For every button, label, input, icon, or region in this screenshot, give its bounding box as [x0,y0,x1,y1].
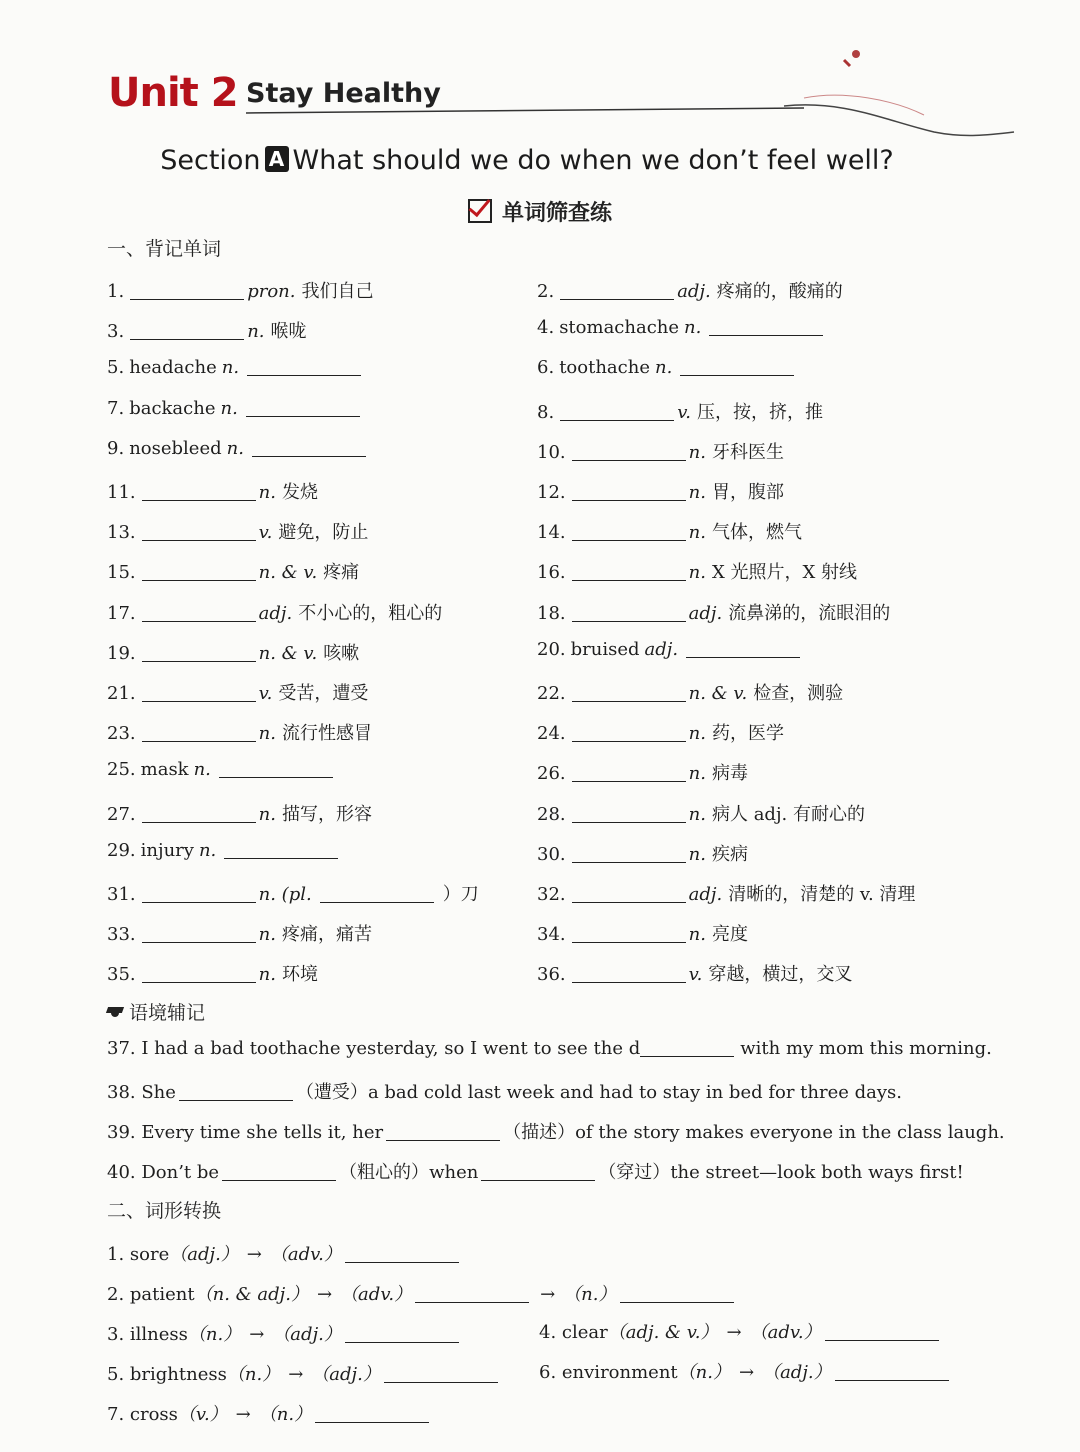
vocab-answer-blank[interactable] [680,357,794,376]
arrow-icon: → [246,1244,262,1265]
word-form-4-to: （adv.） [749,1322,822,1343]
vocab-answer-blank[interactable] [142,522,256,541]
vocab-item-number: 26. [537,763,566,785]
vocab-item [107,398,363,419]
context-heading: 语境辅记 [129,1002,206,1024]
vocab-item [107,920,372,946]
vocab-item [537,759,748,785]
word-form-3 [107,1320,462,1346]
vocab-item [107,759,336,780]
word-form-1-from: （adj.） [169,1244,239,1265]
vocab-answer-blank[interactable] [709,317,823,336]
subsection-title-line [0,196,1080,227]
sentence-38-part-b: a bad cold last week and had to stay in bed for three days. [367,1082,903,1103]
vocab-item-number: 4. [537,317,555,339]
vocab-item-pos: n. [258,924,276,946]
word-form-4-word: 4. clear [539,1322,608,1343]
vocab-item [537,920,748,946]
unit-title: Stay Healthy [246,78,441,109]
vocab-item-number: 21. [107,683,136,704]
vocab-item [537,277,843,303]
vocab-item-pos: adj. [688,884,723,905]
vocab-item-meaning: 疾病 [711,843,748,865]
vocab-answer-blank[interactable] [572,924,686,943]
vocab-item-pos: v. [258,522,273,544]
vocab-item [537,317,826,338]
vocab-item-meaning: 发烧 [281,482,318,503]
vocab-item-pos: n. [258,723,276,745]
vocab-answer-blank[interactable] [219,759,333,778]
word-form-2-word: 2. patient [107,1284,195,1305]
vocab-item-meaning: 流鼻涕的，流眼泪的 [728,602,891,624]
vocab-item-meaning: 流行性感冒 [281,723,372,745]
vocab-item-pos: n. [688,924,706,946]
vocab-item-meaning: 胃，腹部 [711,482,784,503]
vocab-item [537,438,784,464]
part2-heading: 二、词形转换 [107,1200,222,1222]
vocab-item-pos: n. [193,759,211,781]
vocab-item-number: 14. [537,522,566,544]
vocab-item [107,518,368,544]
vocab-answer-blank[interactable] [572,562,686,581]
word-form-2-from: （n. & adj.） [194,1284,309,1305]
vocab-item-number: 36. [537,964,566,986]
section-badge: A [265,146,289,172]
vocab-item-number: 11. [107,482,136,503]
vocab-item-pos: n. & v. [258,562,318,584]
vocab-item-meaning: 环境 [281,964,318,986]
sentence-39 [107,1118,1005,1144]
sentence-40-hint-1: （粗心的） [339,1162,430,1183]
vocab-item-number: 30. [537,843,566,865]
vocab-answer-blank[interactable] [572,683,686,702]
vocab-item [537,599,890,625]
vocab-item [107,438,369,459]
word-form-1-word: 1. sore [107,1244,170,1265]
vocab-item [537,639,803,660]
answer-blank-40b[interactable] [481,1162,595,1181]
vocab-item-pos: adj. [258,602,293,624]
vocab-item-meaning: 疼痛的，酸痛的 [716,281,843,302]
vocab-item [107,719,372,745]
answer-blank-37[interactable] [640,1038,734,1057]
vocab-answer-blank[interactable] [560,402,674,421]
word-form-2-to-2: （n.） [563,1284,617,1305]
vocab-item-number: 25. [107,759,136,781]
vocab-item-meaning: 牙科医生 [711,441,784,463]
vocab-item [537,840,748,866]
sentence-38-part-a: 38. She [107,1082,176,1103]
vocab-item-pos: n. [684,317,702,339]
vocab-answer-blank[interactable] [572,844,686,863]
arrow-icon: → [235,1404,251,1425]
vocab-item-word: mask [140,759,189,781]
vocab-item-pos: n. [258,482,276,503]
word-form-3-word: 3. illness [107,1324,188,1345]
vocab-item-number: 29. [107,839,136,861]
vocab-answer-blank[interactable] [142,924,256,943]
arrow-icon: → [738,1362,755,1383]
word-form-blank-2b[interactable] [620,1284,734,1303]
vocab-answer-blank[interactable] [572,964,686,983]
context-heading-line [107,998,205,1025]
word-form-2-to: （adv.） [340,1284,413,1305]
vocab-item [537,478,784,504]
word-form-blank-6[interactable] [835,1362,949,1381]
vocab-item-pos: v. [258,683,273,704]
vocab-answer-blank[interactable] [142,482,256,501]
vocab-item-number: 5. [107,357,125,379]
word-form-6 [539,1358,952,1384]
word-form-blank-5[interactable] [384,1364,498,1383]
sentence-40-part-c: the street—look both ways first! [670,1162,964,1183]
vocab-answer-blank[interactable] [572,482,686,501]
vocab-item-number: 7. [107,397,125,419]
vocab-item-word: stomachache [559,317,680,339]
vocab-answer-blank[interactable] [572,884,686,903]
vocab-item-number: 15. [107,562,136,584]
word-form-5-to: （adj.） [311,1364,381,1385]
vocab-item-meaning: 检查，测验 [753,683,844,704]
vocab-item-number: 33. [107,924,136,946]
vocab-answer-blank[interactable] [560,281,674,300]
vocab-answer-blank[interactable] [130,281,244,300]
graduation-cap-icon [107,1007,123,1019]
vocab-item-number: 16. [537,562,566,584]
sentence-40 [107,1158,964,1184]
vocab-item-number: 8. [537,401,555,423]
vocab-item-number: 3. [107,321,125,343]
vocab-item-pos: n. [688,482,706,503]
vocab-item-number: 2. [537,281,555,302]
vocab-item-number: 13. [107,522,136,544]
vocab-answer-blank[interactable] [572,804,686,823]
subsection-title: 单词筛查练 [501,201,612,226]
vocab-answer-blank-plural[interactable] [320,884,434,903]
vocab-answer-blank[interactable] [142,804,256,823]
answer-blank-39[interactable] [386,1122,500,1141]
vocab-item-pos: n. [258,803,276,825]
vocab-item-meaning: 咳嗽 [323,642,360,664]
vocab-item-pos: n. [688,562,706,584]
word-form-5-from: （n.） [226,1364,281,1385]
vocab-answer-blank[interactable] [572,723,686,742]
vocab-item-pos: n. [688,441,706,463]
vocab-answer-blank[interactable] [142,603,256,622]
vocab-item [107,800,372,826]
vocab-item-number: 20. [537,638,566,660]
sentence-37 [107,1038,992,1059]
vocab-answer-blank[interactable] [142,723,256,742]
word-form-7-to: （n.） [258,1404,313,1425]
vocab-answer-blank[interactable] [572,603,686,622]
vocab-answer-blank[interactable] [247,357,361,376]
vocab-answer-blank[interactable] [572,763,686,782]
vocab-answer-blank[interactable] [572,522,686,541]
vocab-item-number: 31. [107,884,136,905]
vocab-item-number: 6. [537,357,555,379]
vocab-item [537,518,802,544]
vocab-item-meaning: 避免，防止 [278,522,369,544]
arrow-icon: → [288,1364,304,1385]
vocab-item [107,558,359,584]
vocab-item-meaning: 穿越，横过，交叉 [708,964,853,986]
vocab-item [537,800,865,826]
vocab-item-meaning: 不小心的，粗心的 [298,602,443,624]
vocab-item-pos: pron. [247,281,296,302]
vocab-item-number: 28. [537,803,566,825]
vocab-item-meaning: 病毒 [711,763,748,785]
vocab-item-meaning: 药，医学 [711,723,784,745]
vocab-item-meaning: 我们自己 [301,281,374,302]
vocab-answer-blank[interactable] [142,643,256,662]
vocab-item-number: 23. [107,723,136,745]
word-form-7-from: （v.） [177,1404,228,1425]
vocab-item [537,719,784,745]
vocab-item-pos: n. (pl. [258,884,312,905]
arrow-icon: → [726,1322,742,1343]
vocab-item-number: 35. [107,964,136,986]
part1-heading: 一、背记单词 [107,238,222,260]
arrow-icon: → [316,1284,333,1305]
word-form-2 [107,1280,737,1306]
sentence-40-hint-2: （穿过） [598,1162,671,1183]
sentence-39-part-b: of the story makes everyone in the class laugh. [575,1122,1005,1143]
vocab-item-meaning: 压，按，挤，推 [696,401,823,423]
vocab-item-word: nosebleed [129,437,222,459]
vocab-item [107,679,368,705]
vocab-answer-blank[interactable] [142,964,256,983]
word-form-4 [539,1318,942,1344]
vocab-answer-blank[interactable] [572,442,686,461]
vocab-item [107,357,364,378]
word-form-7-word: 7. cross [107,1404,178,1425]
vocab-item-pos: n. [654,357,673,379]
vocab-item-word: toothache [559,357,650,379]
sentence-38-hint: （遭受） [295,1082,368,1103]
vocab-item [537,960,852,986]
vocab-item-pos: n. & v. [688,683,748,704]
vocab-item-number: 18. [537,602,566,624]
word-form-7 [107,1400,432,1426]
vocab-answer-blank[interactable] [142,884,256,903]
word-form-4-from: （adj. & v.） [607,1322,719,1343]
sentence-37-part-b: with my mom this morning. [740,1038,992,1059]
vocab-item-meaning: 喉咙 [270,321,307,343]
word-form-blank-4[interactable] [825,1322,939,1341]
word-form-6-to: （adj.） [762,1362,832,1383]
vocab-item-pos: n. [198,839,217,861]
vocab-item [107,960,318,986]
vocab-answer-blank[interactable] [246,398,360,417]
vocab-item-pos: n. [247,321,265,343]
word-form-blank-2a[interactable] [415,1284,529,1303]
vocab-item-meaning: 病人 adj. 有耐心的 [711,803,865,825]
vocab-item [107,639,359,665]
vocab-item-number: 34. [537,924,566,946]
vocab-item-pos: n. [688,763,706,785]
arrow-icon: → [540,1284,556,1305]
word-form-1-to: （adv.） [269,1244,342,1265]
vocab-item-number: 1. [107,281,125,302]
word-form-6-from: （n.） [677,1362,731,1383]
vocab-item-number: 32. [537,884,566,905]
word-form-blank-3[interactable] [345,1324,459,1343]
section-title: What should we do when we don’t feel well? [292,145,894,176]
vocab-item-meaning: 疼痛，痛苦 [281,924,372,946]
vocab-item-pos: n. [688,803,706,825]
vocab-item-number: 9. [107,437,125,459]
word-form-3-to: （adj.） [272,1324,342,1345]
vocab-item-number: 10. [537,441,566,463]
sentence-38 [107,1078,902,1104]
vocab-item [107,317,307,343]
vocab-item-meaning: X 光照片，X 射线 [711,562,858,584]
section-label: Section [160,145,261,176]
section-title-line [0,145,1054,176]
vocab-item-pos: adj. [677,281,711,302]
vocab-item-meaning: 受苦，遭受 [278,683,369,704]
vocab-item-meaning: 疼痛 [323,562,360,584]
vocab-answer-blank[interactable] [130,321,244,340]
word-form-6-word: 6. environment [539,1362,678,1383]
vocab-item-meaning: 描写，形容 [281,803,372,825]
word-form-blank-1[interactable] [345,1244,459,1263]
vocab-item [107,277,373,303]
vocab-answer-blank[interactable] [686,639,800,658]
vocab-item-pos: v. [677,401,691,423]
vocab-item [107,478,318,504]
arrow-icon: → [249,1324,265,1345]
vocab-item-pos: n. [226,437,244,459]
word-form-5-word: 5. brightness [107,1364,227,1385]
word-form-3-from: （n.） [187,1324,242,1345]
vocab-item-pos: n. & v. [258,642,318,664]
vocab-item-pos: n. [221,357,240,379]
vocab-item-pos: n. [688,723,706,745]
vocab-item [107,599,442,625]
vocab-item [537,880,915,906]
vocab-answer-blank[interactable] [142,683,256,702]
vocab-answer-blank[interactable] [252,438,366,457]
vocab-item-meaning: 清晰的，清楚的 v. 清理 [728,884,916,905]
vocab-item-word: headache [129,357,217,379]
sentence-40-part-b: when [429,1162,479,1183]
sentence-40-part-a: 40. Don’t be [107,1162,220,1183]
vocab-answer-blank[interactable] [224,840,338,859]
vocab-item-word: backache [129,397,216,419]
word-form-1 [107,1240,462,1266]
vocab-item [537,357,797,378]
vocab-item-word: injury [140,839,194,861]
vocab-item-number: 17. [107,602,136,624]
vocab-item-number: 12. [537,482,566,503]
vocab-item-pos: n. [688,522,706,544]
vocab-item [537,398,823,424]
sentence-39-hint: （描述） [503,1122,576,1143]
vocab-item-word: bruised [570,638,640,660]
vocab-item-meaning: 气体，燃气 [711,522,802,544]
vocab-item [537,679,843,705]
vocab-item-meaning: 亮度 [711,924,748,946]
vocab-item-number: 19. [107,642,136,664]
vocab-item-number: 27. [107,803,136,825]
vocab-item-number: 22. [537,683,566,704]
vocab-item [107,840,341,861]
vocab-item-number: 24. [537,723,566,745]
vocab-item-pos: n. [220,397,238,419]
answer-blank-38[interactable] [179,1082,293,1101]
vocab-item-pos: adj. [644,638,679,660]
vocab-item [537,558,857,584]
vocab-item-pos: v. [688,964,703,986]
vocab-item-meaning: ）刀 [442,884,479,905]
vocab-item-pos: n. [688,843,706,865]
checkbox-icon [468,199,492,223]
answer-blank-40a[interactable] [222,1162,336,1181]
sentence-37-part-a: 37. I had a bad toothache yesterday, so I went to see the d [107,1038,641,1059]
word-form-blank-7[interactable] [315,1404,429,1423]
vocab-answer-blank[interactable] [142,562,256,581]
word-form-5 [107,1360,501,1386]
vocab-item-pos: n. [258,964,276,986]
unit-label: Unit 2 [108,70,238,116]
vocab-item-pos: adj. [688,602,723,624]
vocab-item [107,880,479,906]
sentence-39-part-a: 39. Every time she tells it, her [107,1122,384,1143]
